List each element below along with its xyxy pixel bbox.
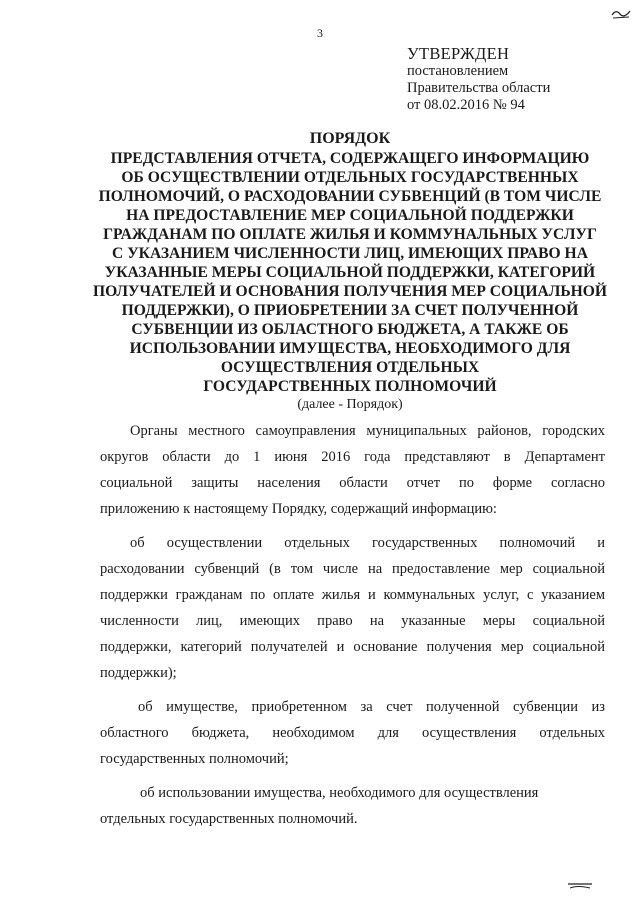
title-line: НА ПРЕДОСТАВЛЕНИЕ МЕР СОЦИАЛЬНОЙ ПОДДЕРЖКИ bbox=[126, 206, 574, 224]
text-line: областного бюджета, необходимом для осуществления отдельных bbox=[100, 725, 605, 741]
approval-line: Правительства области bbox=[407, 80, 551, 96]
title-subtitle: (далее - Порядок) bbox=[297, 396, 403, 412]
text-line: поддержки гражданам по оплате жилья и коммунальных услуг, с указанием bbox=[100, 587, 605, 603]
text-line: поддержки, категорий получателей и основание получения мер социальной bbox=[100, 639, 605, 655]
title-line: С УКАЗАНИЕМ ЧИСЛЕННОСТИ ЛИЦ, ИМЕЮЩИХ ПРАВО НА bbox=[112, 244, 588, 262]
text-line: социальной защиты населения области отчет по форме согласно bbox=[100, 475, 605, 491]
title-line: СУБВЕНЦИИ ИЗ ОБЛАСТНОГО БЮДЖЕТА, А ТАКЖЕ ОБ bbox=[131, 320, 569, 338]
paragraph-intro bbox=[100, 418, 605, 522]
approval-line: постановлением bbox=[407, 63, 509, 79]
approval-title: УТВЕРЖДЕН bbox=[407, 44, 510, 63]
title-text bbox=[90, 149, 610, 396]
title-line: ПОДДЕРЖКИ), О ПРИОБРЕТЕНИИ ЗА СЧЕТ ПОЛУЧЕННОЙ bbox=[121, 301, 579, 319]
text-line: поддержки); bbox=[100, 665, 177, 681]
title-line: ОБ ОСУЩЕСТВЛЕНИИ ОТДЕЛЬНЫХ ГОСУДАРСТВЕННЫХ bbox=[121, 168, 579, 186]
corner-signature-mark bbox=[610, 6, 632, 20]
title-line: ГОСУДАРСТВЕННЫХ ПОЛНОМОЧИЙ bbox=[203, 377, 497, 395]
text-line: об осуществлении отдельных государственных полномочий и bbox=[130, 535, 605, 551]
title-line: ПОЛНОМОЧИЙ, О РАСХОДОВАНИИ СУБВЕНЦИЙ (В ТОМ ЧИСЛЕ bbox=[98, 187, 602, 205]
paragraph-property bbox=[100, 694, 605, 772]
page-number: 3 bbox=[317, 26, 323, 40]
text-line: Органы местного самоуправления муниципальных районов, городских bbox=[130, 423, 605, 439]
approval-block bbox=[407, 44, 550, 114]
text-line: отдельных государственных полномочий. bbox=[100, 811, 358, 827]
title-line: ОСУЩЕСТВЛЕНИЯ ОТДЕЛЬНЫХ bbox=[220, 358, 480, 376]
title-line: ГРАЖДАНАМ ПО ОПЛАТЕ ЖИЛЬЯ И КОММУНАЛЬНЫХ УСЛУГ bbox=[103, 225, 597, 243]
paragraph-property-use bbox=[100, 780, 605, 832]
text-line: государственных полномочий; bbox=[100, 751, 289, 767]
document-title bbox=[90, 130, 610, 414]
text-line: об использовании имущества, необходимого для осуществления bbox=[140, 785, 539, 801]
approval-date: от 08.02.2016 № 94 bbox=[407, 97, 525, 113]
title-line: ПОЛУЧАТЕЛЕЙ И ОСНОВАНИЯ ПОЛУЧЕНИЯ МЕР СОЦИАЛЬНОЙ bbox=[92, 282, 608, 300]
title-heading: ПОРЯДОК bbox=[309, 130, 391, 147]
text-line: расходовании субвенций (в том числе на предоставление мер социальной bbox=[100, 561, 605, 577]
text-line: приложению к настоящему Порядку, содержащий информацию: bbox=[100, 501, 497, 517]
title-line: УКАЗАННЫЕ МЕРЫ СОЦИАЛЬНОЙ ПОДДЕРЖКИ, КАТЕГОРИЙ bbox=[104, 263, 596, 281]
title-line: ПРЕДСТАВЛЕНИЯ ОТЧЕТА, СОДЕРЖАЩЕГО ИНФОРМАЦИЮ bbox=[110, 149, 590, 167]
text-line: округов области до 1 июня 2016 года представляют в Департамент bbox=[100, 449, 605, 465]
text-line: об имуществе, приобретенном за счет полученной субвенции из bbox=[138, 699, 605, 715]
paragraph-subsidies bbox=[100, 530, 605, 686]
title-line: ИСПОЛЬЗОВАНИИ ИМУЩЕСТВА, НЕОБХОДИМОГО ДЛЯ bbox=[129, 339, 571, 357]
footer-signature-mark bbox=[566, 881, 594, 891]
document-body bbox=[100, 418, 605, 832]
text-line: численности лиц, имеющих право на указанные меры социальной bbox=[100, 613, 605, 629]
